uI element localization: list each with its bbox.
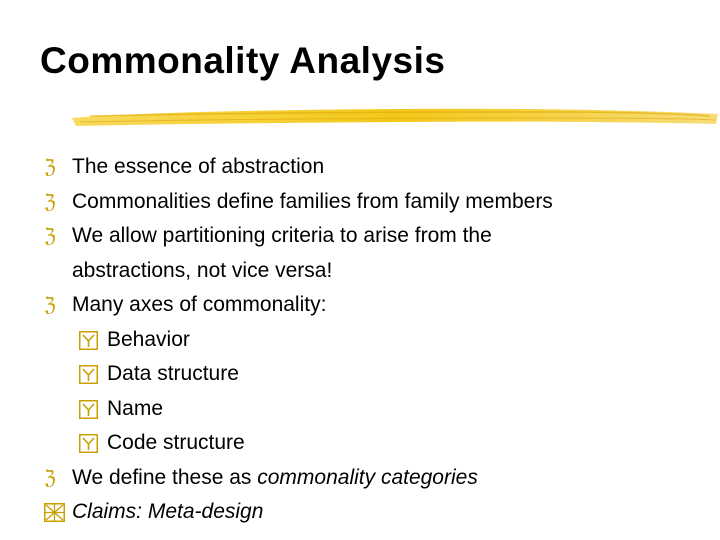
bullet-item xyxy=(44,461,714,496)
bullet-text: Commonalities define families from family members xyxy=(72,189,553,213)
bullet-text: Behavior xyxy=(107,327,190,351)
bullet-item xyxy=(44,495,714,530)
bullet-text: Name xyxy=(107,396,164,420)
sub-bullet-item xyxy=(44,392,714,427)
bullet-text: abstractions, not vice versa! xyxy=(72,258,333,282)
bullet-text-italic: Claims: Meta-design xyxy=(72,500,264,523)
checkbox-y-icon xyxy=(79,331,98,350)
bullet-item xyxy=(44,150,714,185)
bullet-text: The essence of abstraction xyxy=(72,155,325,178)
bullet-text: Data structure xyxy=(107,362,239,385)
z-bullet-icon: ℨ xyxy=(44,156,56,178)
bullet-item xyxy=(44,288,714,323)
bullet-continuation xyxy=(44,254,714,289)
bullet-text: Many axes of commonality: xyxy=(72,293,327,316)
checkbox-y-icon xyxy=(79,365,98,384)
z-bullet-icon: ℨ xyxy=(44,190,56,213)
bullet-list xyxy=(44,150,714,530)
z-bullet-icon: ℨ xyxy=(44,466,56,489)
checkbox-y-icon xyxy=(79,400,98,419)
bullet-text: We allow partitioning criteria to arise from the xyxy=(72,224,492,247)
slide-title: Commonality Analysis xyxy=(40,40,446,81)
bullet-item xyxy=(44,185,714,220)
bullet-text-plain: We define these as xyxy=(72,465,258,489)
sub-bullet-item xyxy=(44,426,714,461)
bullet-item xyxy=(44,219,714,254)
z-bullet-icon: ℨ xyxy=(44,294,56,316)
checkbox-y-icon xyxy=(79,434,98,453)
sub-bullet-item xyxy=(44,323,714,358)
asterisk-box-icon xyxy=(44,503,65,522)
z-bullet-icon: ℨ xyxy=(44,225,56,247)
sub-bullet-item xyxy=(44,357,714,392)
bullet-text: Code structure xyxy=(107,431,245,454)
bullet-text-italic: commonality categories xyxy=(257,465,478,489)
title-underline-brushstroke xyxy=(70,104,720,130)
